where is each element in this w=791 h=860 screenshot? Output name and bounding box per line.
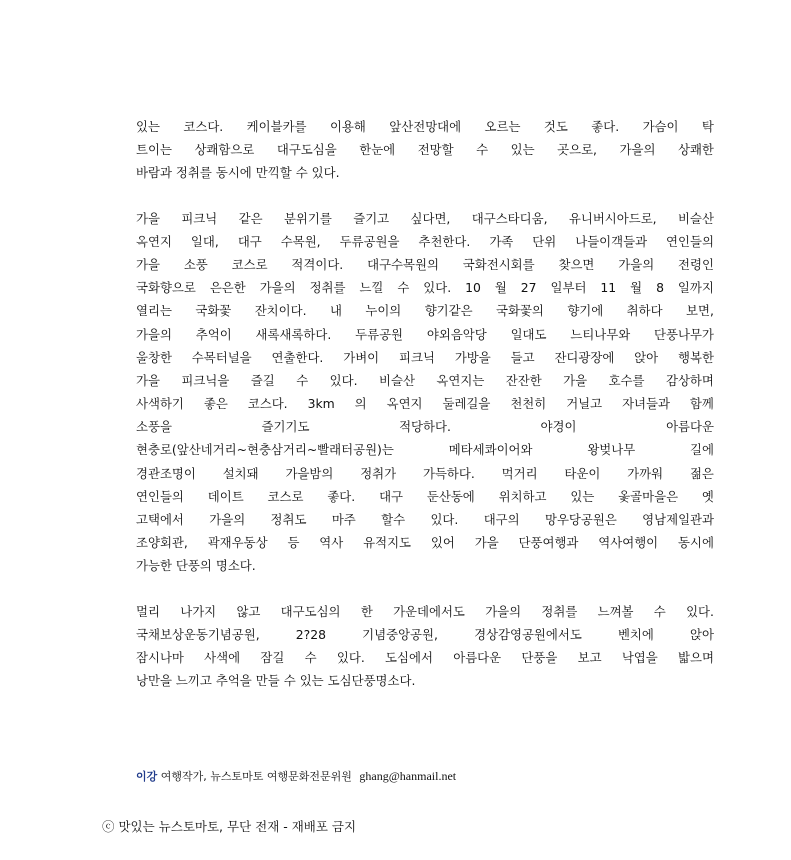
word: 왕벚나무 — [587, 442, 636, 458]
word: 열리는 — [136, 303, 172, 319]
word: 도심에서 — [385, 649, 433, 665]
word: 명소다. — [215, 558, 256, 574]
word: 망우당공원은 — [544, 512, 617, 527]
text-line — [136, 276, 714, 299]
word: 두류공원 — [355, 326, 404, 342]
word: 가을 — [136, 256, 160, 272]
word: 잔치이다. — [254, 303, 307, 319]
word: 가을 — [136, 372, 160, 388]
word: 만들 — [255, 673, 280, 689]
word: 느끼고 — [175, 673, 212, 689]
text-line — [136, 623, 714, 646]
word: 정취를 — [175, 165, 212, 181]
word: 가을의 — [136, 326, 172, 342]
text-line — [136, 554, 714, 577]
word: 수목터널을 — [191, 349, 252, 365]
word: 것도 — [543, 119, 568, 134]
word: 정취를 — [541, 603, 578, 619]
word: 일대, — [190, 233, 219, 249]
article-paragraph — [136, 207, 714, 578]
word: 국화꽃의 — [496, 303, 544, 319]
word: 국화꽃 — [195, 303, 232, 319]
word: 단풍여행과 — [518, 535, 579, 551]
word: 아름다운 — [666, 419, 714, 435]
word: 낭만을 — [136, 673, 172, 689]
word: 호수를 — [608, 372, 645, 388]
word: 분위기를 — [283, 210, 332, 226]
word: 가까워 — [627, 465, 664, 481]
word: 가을의 — [619, 142, 656, 158]
word: 연출한다. — [271, 349, 324, 365]
word: 상쾌함으로 — [194, 142, 255, 158]
word: 적격이다. — [291, 256, 344, 272]
word: 위치하고 — [498, 488, 547, 504]
author-name: 이강 — [136, 770, 158, 783]
byline — [136, 768, 456, 784]
text-line — [136, 161, 714, 184]
word: 경상감영공원에서도 — [474, 626, 582, 642]
word: 수 — [296, 372, 309, 388]
word: 가능한 — [136, 558, 172, 574]
word: 동시에 — [215, 165, 252, 181]
word: 월 — [630, 280, 643, 296]
word: 현충로(앞산네거리~현충삼거리~빨래터공원)는 — [136, 442, 394, 458]
word: 가을의 — [209, 512, 246, 527]
word: 역사여행이 — [598, 535, 659, 551]
word: 있는 — [570, 488, 595, 504]
word: 정취도 — [270, 512, 307, 527]
word: 연인들의 — [666, 233, 714, 249]
word: 피크닉 — [399, 349, 435, 365]
word: 있다. — [430, 512, 459, 527]
word: 있어 — [430, 535, 455, 551]
word: 수 — [304, 649, 317, 665]
word: 데이트 — [207, 488, 244, 504]
word: 가을 — [136, 210, 160, 226]
word: 유적지도 — [363, 535, 412, 551]
word: 좋다. — [591, 119, 620, 134]
word: 케이블카를 — [246, 119, 307, 134]
word: 둘레길을 — [442, 396, 491, 412]
word: 잔잔한 — [505, 372, 542, 388]
text-line — [136, 207, 714, 230]
word: 옥연지 — [136, 233, 172, 249]
text-line — [136, 438, 714, 461]
word: 둔산동에 — [426, 488, 475, 504]
word: 적당하다. — [399, 419, 451, 435]
word: 야외음악당 — [426, 326, 487, 342]
word: 있다. — [686, 603, 714, 619]
word: 코스로 — [231, 256, 268, 272]
word: 있는 — [510, 142, 535, 158]
word: 느티나무와 — [570, 326, 631, 342]
text-line — [136, 508, 714, 531]
word: 가을의 — [618, 256, 655, 272]
word: 도심단풍명소다. — [327, 673, 416, 689]
word: 가을의 — [485, 603, 522, 619]
word: 즐기기도 — [261, 419, 310, 435]
word: 피크닉을 — [181, 372, 230, 388]
word: 등 — [287, 535, 300, 551]
word: 8 — [656, 280, 664, 296]
word: 옻골마을은 — [618, 488, 679, 504]
word: 트이는 — [136, 142, 172, 158]
word: 나가지 — [180, 603, 217, 619]
word: 앉아 — [634, 349, 659, 365]
word: 전망할 — [417, 142, 454, 158]
word: 잔디광장에 — [554, 349, 615, 365]
word: 있다. — [423, 280, 452, 296]
article-paragraph — [136, 115, 714, 185]
word: 향기같은 — [424, 303, 473, 319]
text-line — [136, 462, 714, 485]
word: 야경이 — [540, 419, 577, 435]
word: 탁 — [701, 119, 714, 134]
article-paragraph — [136, 600, 714, 693]
word: 낙엽을 — [621, 649, 658, 665]
word: 수 — [283, 673, 296, 689]
word: 대구스타디움, — [471, 210, 548, 226]
word: 만끽할 — [255, 165, 292, 181]
word: 단풍을 — [521, 649, 558, 665]
word: 즐길 — [250, 372, 275, 388]
word: 누이의 — [365, 303, 402, 319]
word: 동시에 — [678, 535, 714, 551]
word: 상쾌한 — [677, 142, 714, 158]
word: 수 — [295, 165, 308, 181]
author-email: ghang@hanmail.net — [359, 769, 457, 783]
word: 있다. — [311, 165, 340, 181]
word: 가을 — [563, 372, 588, 388]
word: 새록새록하다. — [255, 326, 332, 342]
word: 단풍의 — [175, 558, 212, 574]
word: 2?28 — [295, 626, 327, 642]
word: 대구도심의 — [280, 603, 341, 619]
word: 즐기고 — [353, 210, 390, 226]
word: 가방을 — [454, 349, 491, 365]
word: 코스로 — [267, 488, 304, 504]
word: 이용해 — [329, 119, 366, 134]
copyright-notice: ⓒ 맛있는 뉴스토마토, 무단 전재 - 재배포 금지 — [102, 819, 357, 834]
word: 천천히 — [510, 396, 547, 412]
word: 느껴볼 — [597, 603, 634, 619]
word: 행복한 — [678, 349, 714, 365]
word: 경관조명이 — [136, 465, 196, 481]
word: 월 — [494, 280, 507, 296]
word: 느낄 — [359, 280, 384, 296]
word: 길에 — [690, 442, 714, 458]
word: 가을 — [474, 535, 499, 551]
word: 수목원, — [280, 233, 321, 249]
word: 나들이객들과 — [575, 233, 648, 249]
word: 보고 — [577, 649, 602, 665]
article-body — [136, 115, 714, 714]
text-line — [136, 323, 714, 346]
word: 소풍을 — [136, 419, 172, 435]
word: 멀리 — [136, 603, 160, 619]
text-line — [136, 346, 714, 369]
word: 조양회관, — [136, 535, 188, 551]
word: 있는 — [299, 673, 324, 689]
word: 대구도심을 — [276, 142, 337, 158]
word: 할수 — [381, 512, 406, 527]
word: 한눈에 — [359, 142, 396, 158]
text-line — [136, 392, 714, 415]
word: 취하다 — [626, 303, 663, 319]
word: 사색에 — [204, 649, 241, 665]
word: 보면, — [686, 303, 714, 319]
word: 수 — [476, 142, 489, 158]
word: 두류공원을 — [339, 233, 400, 249]
word: 유니버시아드로, — [568, 210, 657, 226]
word: 가족 — [489, 233, 514, 249]
word: 찾으면 — [558, 256, 595, 272]
word: 가슴이 — [642, 119, 679, 134]
word: 오르는 — [484, 119, 521, 134]
word: 가벼이 — [343, 349, 380, 365]
word: 감상하며 — [665, 372, 714, 388]
word: 거닐고 — [566, 396, 603, 412]
word: 가운데에서도 — [393, 603, 465, 619]
word: 대구 — [237, 233, 262, 249]
word: 가을의 — [259, 280, 296, 296]
word: 벤치에 — [617, 626, 654, 642]
word: 대구수목원의 — [367, 256, 439, 272]
word: 영남제일관과 — [642, 512, 714, 527]
text-line — [136, 485, 714, 508]
word: 잠시나마 — [136, 649, 184, 665]
word: 내 — [329, 303, 342, 319]
word: 옥연지 — [386, 396, 423, 412]
word: 들고 — [510, 349, 535, 365]
text-line — [136, 646, 714, 669]
word: 앉아 — [690, 626, 714, 642]
word: 같은 — [238, 210, 263, 226]
word: 피크닉 — [181, 210, 218, 226]
word: 자녀들과 — [622, 396, 670, 412]
word: 좋은 — [203, 396, 228, 412]
word: 연인들의 — [136, 488, 184, 504]
word: 먹거리 — [501, 465, 538, 481]
word: 타운이 — [564, 465, 601, 481]
word: 11 — [600, 280, 617, 296]
word: 있다. — [329, 372, 358, 388]
word: 27 — [520, 280, 537, 296]
word: 울창한 — [136, 349, 172, 365]
word: 좋다. — [327, 488, 356, 504]
text-line — [136, 531, 714, 554]
word: 마주 — [331, 512, 356, 527]
text-line — [136, 138, 714, 161]
word: 있다. — [336, 649, 365, 665]
word: 한 — [360, 603, 373, 619]
word: 코스다. — [183, 119, 224, 134]
text-line — [136, 230, 714, 253]
word: 의 — [354, 396, 367, 412]
text-line — [136, 253, 714, 276]
word: 젊은 — [689, 465, 714, 481]
word: 향기에 — [567, 303, 604, 319]
word: 사색하기 — [136, 396, 184, 412]
word: 일부터 — [550, 280, 587, 296]
word: 추천한다. — [418, 233, 471, 249]
word: 가을밤의 — [285, 465, 334, 481]
word: 잠길 — [260, 649, 285, 665]
word: 은은한 — [209, 280, 246, 296]
word: 설치돼 — [222, 465, 259, 481]
word: 가득하다. — [422, 465, 475, 481]
word: 곳으로, — [557, 142, 597, 158]
word: 않고 — [236, 603, 261, 619]
word: 추억이 — [195, 326, 232, 342]
word: 국화향으로 — [136, 280, 196, 296]
word: 고택에서 — [136, 512, 184, 527]
word: 전령인 — [678, 256, 714, 272]
text-line — [136, 369, 714, 392]
word: 일까지 — [677, 280, 714, 296]
text-line — [136, 600, 714, 623]
text-line — [136, 669, 714, 692]
word: 정취가 — [360, 465, 397, 481]
word: 있는 — [136, 119, 160, 134]
word: 대구 — [379, 488, 404, 504]
word: 10 — [465, 280, 481, 296]
word: 기념중앙공원, — [362, 626, 438, 642]
word: 일대도 — [510, 326, 547, 342]
word: 싶다면, — [410, 210, 451, 226]
word: 수 — [653, 603, 666, 619]
word: 비슬산 — [379, 372, 415, 388]
word: 함께 — [689, 396, 714, 412]
word: 소풍 — [183, 256, 208, 272]
word: 코스다. — [247, 396, 288, 412]
word: 3km — [307, 396, 335, 412]
text-line — [136, 115, 714, 138]
word: 옛 — [701, 488, 714, 504]
word: 밟으며 — [678, 649, 714, 665]
author-role: 여행작가, 뉴스토마토 여행문화전문위원 — [160, 770, 352, 783]
word: 정취를 — [309, 280, 346, 296]
word: 국화전시회를 — [462, 256, 535, 272]
word: 단위 — [532, 233, 557, 249]
word: 메타세콰이어와 — [448, 442, 533, 458]
word: 곽재우동상 — [207, 535, 268, 551]
word: 수 — [397, 280, 410, 296]
word: 추억을 — [215, 673, 252, 689]
text-line — [136, 415, 714, 438]
word: 옥연지는 — [436, 372, 485, 388]
word: 바람과 — [136, 165, 172, 181]
word: 역사 — [319, 535, 344, 551]
word: 아름다운 — [453, 649, 502, 665]
text-line — [136, 299, 714, 322]
word: 대구의 — [483, 512, 520, 527]
word: 앞산전망대에 — [389, 119, 462, 134]
word: 국채보상운동기념공원, — [136, 626, 260, 642]
word: 단풍나무가 — [654, 326, 714, 342]
word: 비슬산 — [678, 210, 714, 226]
